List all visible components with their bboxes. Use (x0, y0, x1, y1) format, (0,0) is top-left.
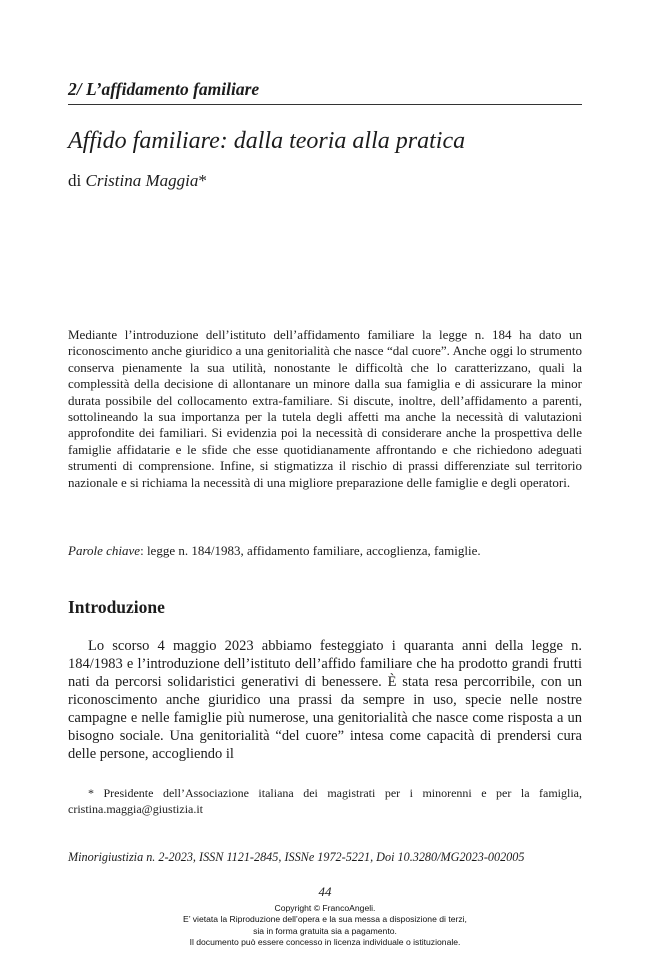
copyright-line: Il documento può essere concesso in licenza individuale o istituzionale. (189, 936, 461, 947)
page-number: 44 (318, 884, 332, 899)
footnote: * Presidente dell’Associazione italiana dei magistrati per i minorenni e per la famiglia, cristina.maggia@giustizia.it (68, 786, 582, 816)
journal-reference: Minorigiustizia n. 2-2023, ISSN 1121-2845, ISSNe 1972-5221, Doi 10.3280/MG2023-002005 (68, 850, 525, 864)
footnote-marker: * (198, 171, 207, 190)
keywords-label: Parole chiave (68, 543, 141, 558)
author-name: Cristina Maggia (85, 171, 199, 190)
byline (68, 170, 582, 192)
copyright-notice (0, 903, 650, 948)
section-label: 2/ L’affidamento familiare (68, 79, 260, 99)
copyright-line: E’ vietata la Riproduzione dell’opera e la sua messa a disposizione di terzi, (183, 914, 467, 925)
section-heading-introduction: Introduzione (68, 597, 165, 617)
header-rule (68, 104, 582, 105)
keywords-text: : legge n. 184/1983, affidamento familiare, accoglienza, famiglie. (140, 543, 481, 558)
copyright-line: Copyright © FrancoAngeli. (274, 903, 376, 913)
byline-prefix: di (68, 171, 86, 190)
introduction-paragraph: Lo scorso 4 maggio 2023 abbiamo festeggiato i quaranta anni della legge n. 184/1983 e l’introduzione dell’istituto dell’affido familiare che ha prodotto grandi frutti nati da percorsi solidaristici generativi di benessere. È stata resa percorribile, con un riconoscimento anche giuridico una prassi da sempre in uso, specie nelle nostre campagne e nelle famiglie più numerose, una genitorialità che nasce come risposta a un bisogno sociale. Una genitorialità “del cuore” intesa come capacità di prendersi cura delle persone, accogliendo il (68, 638, 582, 762)
keywords (68, 543, 582, 559)
abstract: Mediante l’introduzione dell’istituto dell’affidamento familiare la legge n. 184 ha dato un riconoscimento anche giuridico a una genitorialità che nasce “dal cuore”. Anche oggi lo strumento conserva pienamente la sua utilità, nonostante le difficoltà che lo caratterizzano, quali la complessità della decisione di allontanare un minore dalla sua famiglia e di assicurare la minor durata possibile del collocamento extra-familiare. Si discute, inoltre, dell’affidamento a parenti, sottolineando la sua importanza per la tutela degli affetti ma anche la necessità di valutazioni approfondite dei familiari. Si evidenzia poi la necessità di considerare anche la prospettiva delle famiglie affidatarie e le sfide che esse quotidianamente affrontando e che richiedono adeguati strumenti di comprensione. Infine, si stigmatizza il rischio di prassi differenziate sul territorio nazionale e si richiama la necessità di una migliore preparazione delle famiglie e degli operatori. (68, 327, 582, 490)
article-title: Affido familiare: dalla teoria alla pratica (68, 128, 466, 154)
copyright-line: sia in forma gratuita sia a pagamento. (253, 925, 397, 936)
